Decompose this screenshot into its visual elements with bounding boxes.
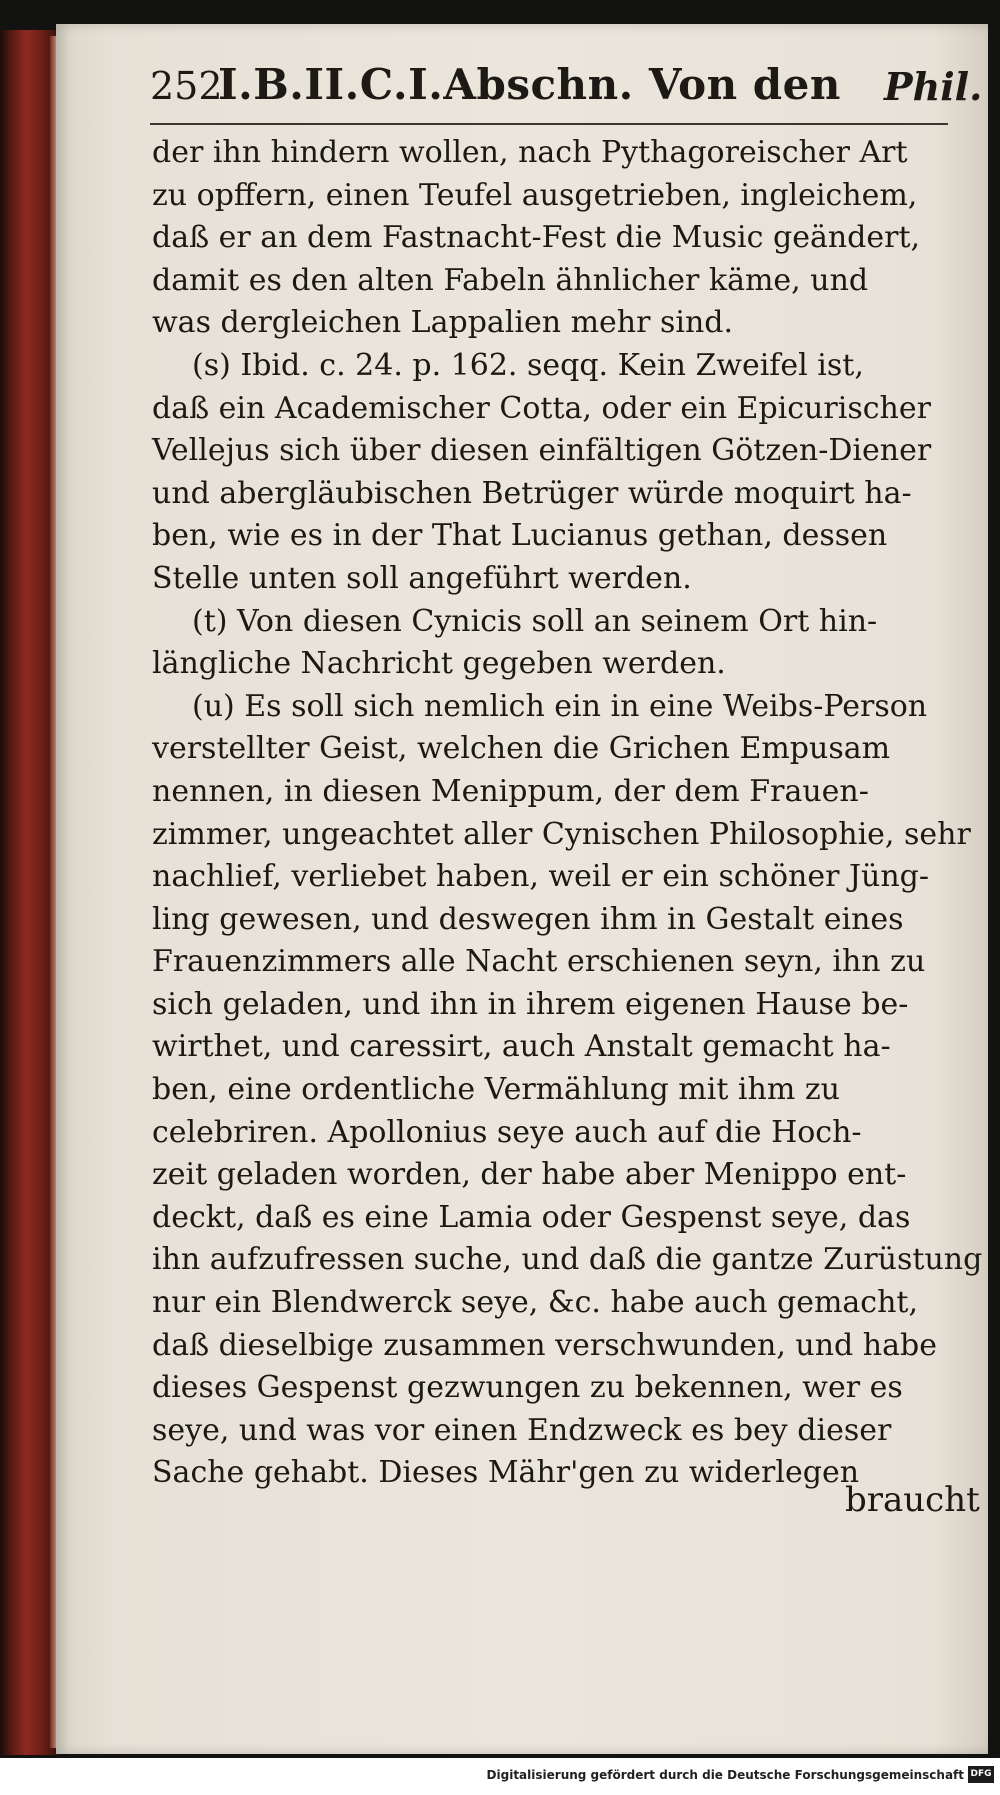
- text-line: Sache gehabt. Dieses Mähr'gen zu widerlegen: [152, 1455, 860, 1491]
- text-line: Stelle unten soll angeführt werden.: [152, 560, 692, 596]
- page-body: [152, 132, 983, 1495]
- text-line: deckt, daß es eine Lamia oder Gespenst seye, das: [152, 1199, 911, 1235]
- text-line: ling gewesen, und deswegen ihm in Gestalt eines: [152, 901, 904, 937]
- catchword: braucht: [845, 1480, 980, 1520]
- running-title: I.B.II.C.I.Abschn. Von den: [218, 60, 841, 109]
- text-line: längliche Nachricht gegeben werden.: [152, 646, 726, 682]
- text-line: ben, wie es in der That Lucianus gethan, dessen: [152, 518, 888, 554]
- text-line: zu opffern, einen Teufel ausgetrieben, ingleichem,: [152, 177, 918, 213]
- text-line: verstellter Geist, welchen die Grichen Empusam: [152, 731, 891, 767]
- text-line: zimmer, ungeachtet aller Cynischen Philosophie, sehr: [152, 816, 971, 852]
- page-number: 252: [150, 64, 223, 108]
- header-rule: [150, 123, 948, 125]
- footnote-u: (u) Es soll sich nemlich ein in eine Weibs-Person: [192, 688, 928, 724]
- text-line: damit es den alten Fabeln ähnlicher käme, und: [152, 262, 869, 298]
- text-line: celebriren. Apollonius seye auch auf die Hoch-: [152, 1114, 862, 1150]
- text-line: ben, eine ordentliche Vermählung mit ihm zu: [152, 1072, 840, 1108]
- text-line: nur ein Blendwerck seye, &c. habe auch gemacht,: [152, 1285, 919, 1321]
- footnote-s: (s) Ibid. c. 24. p. 162. seqq. Kein Zweifel ist,: [192, 347, 864, 383]
- text-line: Frauenzimmers alle Nacht erschienen seyn, ihn zu: [152, 944, 926, 980]
- text-line: daß dieselbige zusammen verschwunden, und habe: [152, 1327, 937, 1363]
- text-line: daß er an dem Fastnacht-Fest die Music geändert,: [152, 220, 921, 256]
- text-line: zeit geladen worden, der habe aber Menippo ent-: [152, 1157, 907, 1193]
- text-line: ihn aufzufressen suche, und daß die gantze Zurüstung: [152, 1242, 983, 1278]
- running-title-tail: Phil.: [884, 64, 983, 109]
- text-line: dieses Gespenst gezwungen zu bekennen, wer es: [152, 1370, 903, 1406]
- footnote-t: (t) Von diesen Cynicis soll an seinem Ort hin-: [192, 603, 878, 639]
- text-line: wirthet, und caressirt, auch Anstalt gemacht ha-: [152, 1029, 891, 1065]
- running-header: [150, 58, 983, 120]
- digitization-credit: Digitalisierung gefördert durch die Deutsche Forschungsgemeinschaft: [486, 1768, 964, 1782]
- text-line: seye, und was vor einen Endzweck es bey dieser: [152, 1412, 892, 1448]
- footer-bar: [0, 1758, 1000, 1795]
- text-line: sich geladen, und ihn in ihrem eigenen Hause be-: [152, 986, 909, 1022]
- text-line: nennen, in diesen Menippum, der dem Frauen-: [152, 773, 869, 809]
- text-line: nachlief, verliebet haben, weil er ein schöner Jüng-: [152, 859, 930, 895]
- dfg-logo: DFG: [968, 1766, 994, 1783]
- text-line: Vellejus sich über diesen einfältigen Götzen-Diener: [152, 433, 932, 469]
- text-line: der ihn hindern wollen, nach Pythagoreischer Art: [152, 135, 908, 170]
- text-line: daß ein Academischer Cotta, oder ein Epicurischer: [152, 390, 931, 426]
- text-line: was dergleichen Lappalien mehr sind.: [152, 305, 734, 341]
- text-line: und abergläubischen Betrüger würde moquirt ha-: [152, 475, 912, 511]
